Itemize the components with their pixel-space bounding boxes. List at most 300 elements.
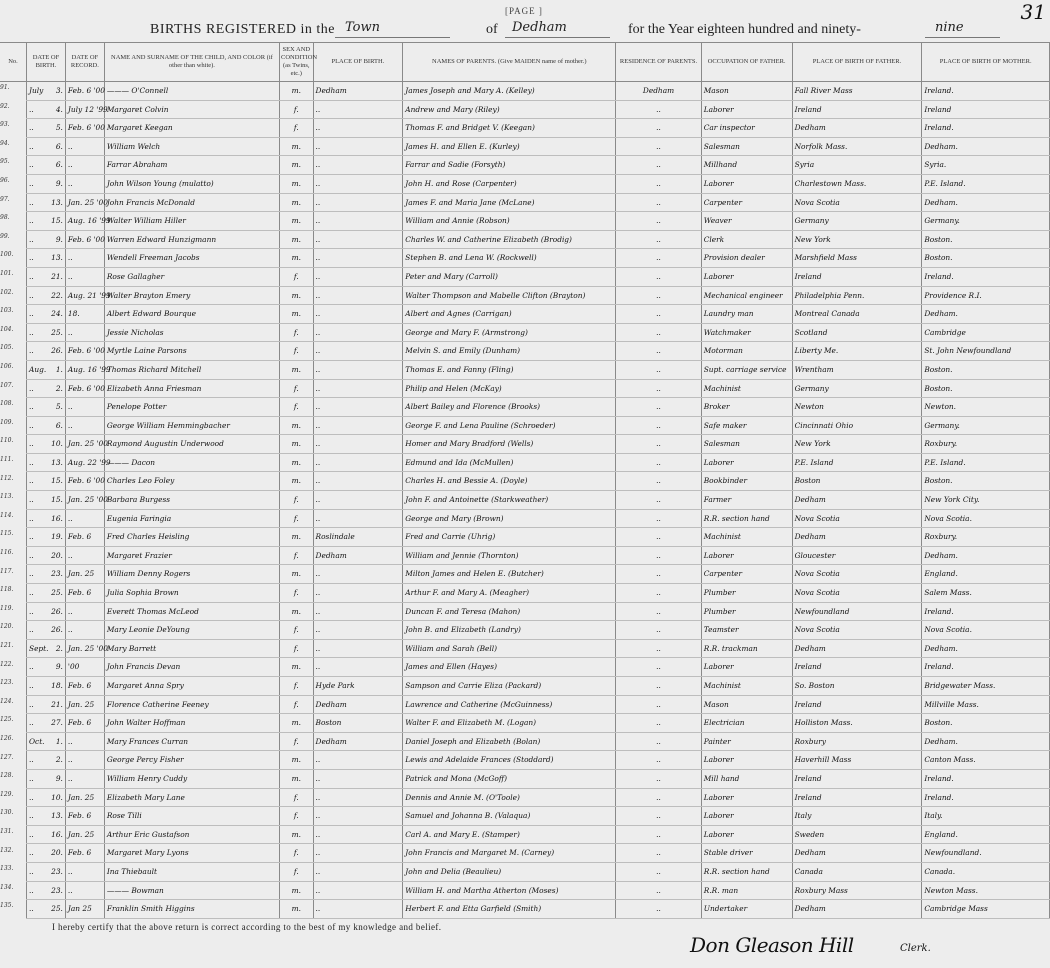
birth-month: ..	[29, 457, 34, 467]
place-of-birth-cell: ..	[313, 621, 403, 640]
birth-month: ..	[29, 811, 34, 821]
occupation-cell: Safe maker	[701, 416, 792, 435]
date-of-birth-cell	[27, 212, 66, 231]
town-word: Town	[345, 20, 380, 35]
row-number: 127.	[0, 753, 14, 761]
parents-cell: William and Sarah (Bell)	[403, 639, 616, 658]
child-name-cell: Margaret Colvin	[104, 100, 279, 119]
parents-cell: George F. and Lena Pauline (Schroeder)	[403, 416, 616, 435]
date-of-birth-cell	[27, 546, 66, 565]
parents-cell: William and Annie (Robson)	[403, 212, 616, 231]
date-of-birth-cell	[27, 639, 66, 658]
occupation-cell: Salesman	[701, 137, 792, 156]
date-of-record-cell: Feb. 6 '00	[65, 472, 104, 491]
birth-month: ..	[29, 141, 34, 151]
page-header	[0, 0, 1050, 44]
date-of-birth-cell	[27, 621, 66, 640]
occupation-cell: Plumber	[701, 602, 792, 621]
parents-cell: Farrar and Sadie (Forsyth)	[403, 156, 616, 175]
table-row	[27, 267, 1050, 286]
father-birthplace-cell: P.E. Island	[792, 453, 922, 472]
residence-cell: ..	[616, 751, 701, 770]
sex-cell: m.	[280, 193, 314, 212]
residence-cell: ..	[616, 193, 701, 212]
birth-month: ..	[29, 885, 34, 895]
sex-cell: f.	[280, 732, 314, 751]
mother-birthplace-cell: Ireland.	[922, 788, 1050, 807]
birth-month: ..	[29, 271, 34, 281]
parents-cell: Walter Thompson and Mabelle Clifton (Brayton)	[403, 286, 616, 305]
parents-cell: Dennis and Annie M. (O'Toole)	[403, 788, 616, 807]
place-of-birth-cell: ..	[313, 658, 403, 677]
row-number: 101.	[0, 270, 14, 277]
parents-cell: Andrew and Mary (Riley)	[403, 100, 616, 119]
sex-cell: m.	[280, 528, 314, 547]
birth-day: 4.	[55, 104, 63, 114]
birth-day: 6.	[55, 160, 63, 170]
table-row	[27, 807, 1050, 826]
mother-birthplace-cell: Cambridge Mass	[922, 900, 1050, 919]
birth-month: ..	[29, 123, 34, 133]
father-birthplace-cell: Sweden	[792, 825, 922, 844]
birth-month: ..	[29, 495, 34, 505]
sex-cell: m.	[280, 416, 314, 435]
col-parents: NAMES OF PARENTS. (Give MAIDEN name of mother.)	[403, 43, 616, 82]
mother-birthplace-cell: Syria.	[922, 156, 1050, 175]
birth-month: Oct.	[29, 736, 45, 746]
birth-month: ..	[29, 606, 34, 616]
sex-cell: f.	[280, 844, 314, 863]
residence-cell: ..	[616, 435, 701, 454]
mother-birthplace-cell: Newton Mass.	[922, 881, 1050, 900]
occupation-cell: Mason	[701, 82, 792, 101]
child-name-cell: Eugenia Faringia	[104, 509, 279, 528]
date-of-record-cell: Feb. 6 '00	[65, 379, 104, 398]
parents-cell: John and Delia (Beaulieu)	[403, 862, 616, 881]
birth-month: ..	[29, 792, 34, 802]
residence-cell: ..	[616, 267, 701, 286]
parents-cell: Lewis and Adelaide Frances (Stoddard)	[403, 751, 616, 770]
sex-cell: m.	[280, 751, 314, 770]
clerk-signature: Don Gleason Hill	[690, 933, 854, 957]
place-of-birth-cell: ..	[313, 435, 403, 454]
parents-cell: Patrick and Mona (McGoff)	[403, 769, 616, 788]
child-name-cell: Mary Leonie DeYoung	[104, 621, 279, 640]
table-row	[27, 714, 1050, 733]
col-residence: RESIDENCE OF PARENTS.	[616, 43, 701, 82]
parents-cell: Thomas E. and Fanny (Fling)	[403, 360, 616, 379]
row-number: 133.	[0, 865, 14, 873]
parents-cell: Melvin S. and Emily (Dunham)	[403, 342, 616, 361]
birth-month: ..	[29, 439, 34, 449]
sex-cell: m.	[280, 230, 314, 249]
occupation-cell: Machinist	[701, 677, 792, 696]
residence-cell: ..	[616, 100, 701, 119]
birth-month: ..	[29, 550, 34, 560]
row-number: 112.	[0, 474, 14, 482]
residence-cell: ..	[616, 174, 701, 193]
birth-month: ..	[29, 699, 34, 709]
birth-day: 2.	[55, 643, 63, 653]
place-of-birth-cell: ..	[313, 323, 403, 342]
date-of-birth-cell	[27, 230, 66, 249]
mother-birthplace-cell: Ireland.	[922, 658, 1050, 677]
place-of-birth-cell: ..	[313, 379, 403, 398]
sex-cell: m.	[280, 249, 314, 268]
mother-birthplace-cell: Roxbury.	[922, 528, 1050, 547]
residence-cell: ..	[616, 230, 701, 249]
parents-cell: Fred and Carrie (Uhrig)	[403, 528, 616, 547]
mother-birthplace-cell: Italy.	[922, 807, 1050, 826]
table-row	[27, 584, 1050, 603]
table-row	[27, 546, 1050, 565]
row-number: 98.	[0, 214, 10, 222]
date-of-record-cell: Jan. 25	[65, 695, 104, 714]
sex-cell: f.	[280, 119, 314, 138]
table-row	[27, 862, 1050, 881]
father-birthplace-cell: Ireland	[792, 100, 922, 119]
mother-birthplace-cell: Germany.	[922, 212, 1050, 231]
row-number: 97.	[0, 195, 10, 203]
table-row	[27, 249, 1050, 268]
occupation-cell: R.R. section hand	[701, 509, 792, 528]
parents-cell: Homer and Mary Bradford (Wells)	[403, 435, 616, 454]
occupation-cell: Laborer	[701, 546, 792, 565]
date-of-birth-cell	[27, 751, 66, 770]
clerk-title: Clerk.	[900, 943, 931, 954]
birth-day: 9.	[55, 773, 63, 783]
parents-cell: James H. and Ellen E. (Kurley)	[403, 137, 616, 156]
date-of-birth-cell	[27, 528, 66, 547]
place-of-birth-cell: ..	[313, 751, 403, 770]
father-birthplace-cell: Ireland	[792, 788, 922, 807]
parents-cell: James F. and Maria Jane (McLane)	[403, 193, 616, 212]
mother-birthplace-cell: Dedham.	[922, 305, 1050, 324]
father-birthplace-cell: Germany	[792, 379, 922, 398]
birth-day: 6.	[55, 141, 63, 151]
parents-cell: Peter and Mary (Carroll)	[403, 267, 616, 286]
sex-cell: m.	[280, 305, 314, 324]
birth-day: 5.	[55, 402, 63, 412]
child-name-cell: Raymond Augustin Underwood	[104, 435, 279, 454]
father-birthplace-cell: Gloucester	[792, 546, 922, 565]
date-of-record-cell: Feb. 6 '00	[65, 119, 104, 138]
place-of-birth-cell: ..	[313, 137, 403, 156]
date-of-record-cell: Feb. 6	[65, 714, 104, 733]
birth-day: 2.	[55, 755, 63, 765]
date-of-record-cell: '00	[65, 658, 104, 677]
child-name-cell: Arthur Eric Gustafson	[104, 825, 279, 844]
occupation-cell: R.R. section hand	[701, 862, 792, 881]
col-date-of-record: DATE OF RECORD.	[65, 43, 104, 82]
occupation-cell: Farmer	[701, 491, 792, 510]
table-row	[27, 472, 1050, 491]
father-birthplace-cell: Scotland	[792, 323, 922, 342]
sex-cell: f.	[280, 862, 314, 881]
row-number: 95.	[0, 158, 10, 166]
child-name-cell: Everett Thomas McLeod	[104, 602, 279, 621]
residence-cell: ..	[616, 323, 701, 342]
row-number: 111.	[0, 456, 14, 463]
row-number: 91.	[0, 84, 10, 91]
residence-cell: ..	[616, 509, 701, 528]
occupation-cell: Weaver	[701, 212, 792, 231]
father-birthplace-cell: Ireland	[792, 769, 922, 788]
parents-cell: Herbert F. and Etta Garfield (Smith)	[403, 900, 616, 919]
residence-cell: ..	[616, 379, 701, 398]
town-name: Dedham	[512, 20, 567, 35]
mother-birthplace-cell: Boston.	[922, 472, 1050, 491]
date-of-record-cell: ..	[65, 137, 104, 156]
child-name-cell: Margaret Keegan	[104, 119, 279, 138]
sex-cell: m.	[280, 565, 314, 584]
birth-day: 13.	[51, 253, 63, 263]
place-of-birth-cell: ..	[313, 249, 403, 268]
residence-cell: Dedham	[616, 82, 701, 101]
mother-birthplace-cell: New York City.	[922, 491, 1050, 510]
father-birthplace-cell: So. Boston	[792, 677, 922, 696]
child-name-cell: Julia Sophia Brown	[104, 584, 279, 603]
row-number: 102.	[0, 288, 14, 296]
date-of-birth-cell	[27, 360, 66, 379]
table-row	[27, 751, 1050, 770]
col-place-of-birth: PLACE OF BIRTH.	[313, 43, 403, 82]
row-number: 122.	[0, 660, 14, 668]
child-name-cell: Walter William Hiller	[104, 212, 279, 231]
table-row	[27, 212, 1050, 231]
mother-birthplace-cell: Dedham.	[922, 639, 1050, 658]
parents-cell: Charles W. and Catherine Elizabeth (Brodig)	[403, 230, 616, 249]
birth-month: ..	[29, 569, 34, 579]
sex-cell: f.	[280, 342, 314, 361]
child-name-cell: Elizabeth Anna Friesman	[104, 379, 279, 398]
sex-cell: m.	[280, 714, 314, 733]
sex-cell: f.	[280, 509, 314, 528]
sex-cell: m.	[280, 900, 314, 919]
row-number: 129.	[0, 790, 14, 798]
table-row	[27, 323, 1050, 342]
father-birthplace-cell: Newton	[792, 398, 922, 417]
sex-cell: m.	[280, 881, 314, 900]
child-name-cell: William Henry Cuddy	[104, 769, 279, 788]
place-of-birth-cell: ..	[313, 862, 403, 881]
mother-birthplace-cell: Nova Scotia.	[922, 621, 1050, 640]
place-of-birth-cell: ..	[313, 844, 403, 863]
row-number: 100.	[0, 251, 14, 259]
place-of-birth-cell: ..	[313, 788, 403, 807]
mother-birthplace-cell: Dedham.	[922, 137, 1050, 156]
row-number: 99.	[0, 232, 10, 240]
place-of-birth-cell: Roslindale	[313, 528, 403, 547]
row-number: 96.	[0, 177, 10, 184]
residence-cell: ..	[616, 472, 701, 491]
place-of-birth-cell: ..	[313, 639, 403, 658]
birth-day: 5.	[55, 123, 63, 133]
parents-cell: William and Jennie (Thornton)	[403, 546, 616, 565]
birth-month: ..	[29, 327, 34, 337]
table-row	[27, 305, 1050, 324]
parents-cell: Sampson and Carrie Eliza (Packard)	[403, 677, 616, 696]
residence-cell: ..	[616, 156, 701, 175]
birth-day: 9.	[55, 178, 63, 188]
row-number: 94.	[0, 139, 10, 147]
residence-cell: ..	[616, 453, 701, 472]
parents-cell: Duncan F. and Teresa (Mahon)	[403, 602, 616, 621]
date-of-birth-cell	[27, 267, 66, 286]
mother-birthplace-cell: Ireland.	[922, 267, 1050, 286]
child-name-cell: Mary Barrett	[104, 639, 279, 658]
mother-birthplace-cell: St. John Newfoundland	[922, 342, 1050, 361]
birth-day: 24.	[51, 309, 63, 319]
birth-day: 10.	[51, 792, 63, 802]
date-of-record-cell: ..	[65, 267, 104, 286]
birth-month: ..	[29, 755, 34, 765]
title-births-registered: BIRTHS REGISTERED in the	[150, 22, 335, 37]
child-name-cell: Jessie Nicholas	[104, 323, 279, 342]
date-of-birth-cell	[27, 584, 66, 603]
col-father-birthplace: PLACE OF BIRTH OF FATHER.	[792, 43, 922, 82]
table-row	[27, 881, 1050, 900]
father-birthplace-cell: Dedham	[792, 528, 922, 547]
sex-cell: f.	[280, 323, 314, 342]
date-of-record-cell: Jan. 25	[65, 565, 104, 584]
birth-month: Sept.	[29, 643, 49, 653]
father-birthplace-cell: Marshfield Mass	[792, 249, 922, 268]
parents-cell: James and Ellen (Hayes)	[403, 658, 616, 677]
birth-day: 9.	[55, 662, 63, 672]
place-of-birth-cell: ..	[313, 416, 403, 435]
birth-month: ..	[29, 532, 34, 542]
date-of-birth-cell	[27, 565, 66, 584]
occupation-cell: Salesman	[701, 435, 792, 454]
child-name-cell: Thomas Richard Mitchell	[104, 360, 279, 379]
father-birthplace-cell: Boston	[792, 472, 922, 491]
sex-cell: f.	[280, 677, 314, 696]
table-row	[27, 416, 1050, 435]
date-of-record-cell: ..	[65, 546, 104, 565]
table-row	[27, 732, 1050, 751]
row-number: 134.	[0, 883, 14, 891]
occupation-cell: Bookbinder	[701, 472, 792, 491]
father-birthplace-cell: Ireland	[792, 658, 922, 677]
mother-birthplace-cell: Boston.	[922, 360, 1050, 379]
child-name-cell: Myrtle Laine Parsons	[104, 342, 279, 361]
father-birthplace-cell: Liberty Me.	[792, 342, 922, 361]
parents-cell: James Joseph and Mary A. (Kelley)	[403, 82, 616, 101]
residence-cell: ..	[616, 900, 701, 919]
place-of-birth-cell: ..	[313, 398, 403, 417]
date-of-birth-cell	[27, 100, 66, 119]
row-number: 119.	[0, 604, 14, 612]
birth-month: ..	[29, 773, 34, 783]
place-of-birth-cell: ..	[313, 342, 403, 361]
residence-cell: ..	[616, 398, 701, 417]
sex-cell: m.	[280, 769, 314, 788]
table-row	[27, 639, 1050, 658]
child-name-cell: Farrar Abraham	[104, 156, 279, 175]
mother-birthplace-cell: Ireland.	[922, 769, 1050, 788]
birth-day: 3.	[55, 86, 63, 95]
child-name-cell: Albert Edward Bourque	[104, 305, 279, 324]
birth-month: ..	[29, 160, 34, 170]
occupation-cell: Plumber	[701, 584, 792, 603]
place-of-birth-cell: Dedham	[313, 82, 403, 101]
date-of-record-cell: 18.	[65, 305, 104, 324]
date-of-birth-cell	[27, 398, 66, 417]
place-of-birth-cell: ..	[313, 193, 403, 212]
child-name-cell: William Welch	[104, 137, 279, 156]
birth-day: 15.	[51, 495, 63, 505]
parents-cell: Edmund and Ida (McMullen)	[403, 453, 616, 472]
row-number: 135.	[0, 902, 14, 910]
father-birthplace-cell: Dedham	[792, 491, 922, 510]
residence-cell: ..	[616, 769, 701, 788]
occupation-cell: Provision dealer	[701, 249, 792, 268]
occupation-cell: Laborer	[701, 174, 792, 193]
place-of-birth-cell: ..	[313, 472, 403, 491]
parents-cell: John Francis and Margaret M. (Carney)	[403, 844, 616, 863]
parents-cell: Milton James and Helen E. (Butcher)	[403, 565, 616, 584]
residence-cell: ..	[616, 137, 701, 156]
birth-day: 9.	[55, 234, 63, 244]
father-birthplace-cell: Nova Scotia	[792, 565, 922, 584]
father-birthplace-cell: Norfolk Mass.	[792, 137, 922, 156]
mother-birthplace-cell: Cambridge	[922, 323, 1050, 342]
table-row	[27, 658, 1050, 677]
birth-day: 6.	[55, 420, 63, 430]
sex-cell: m.	[280, 658, 314, 677]
mother-birthplace-cell: England.	[922, 825, 1050, 844]
sex-cell: m.	[280, 472, 314, 491]
col-child-name: NAME AND SURNAME OF THE CHILD, AND COLOR (if other than white).	[104, 43, 279, 82]
date-of-birth-cell	[27, 807, 66, 826]
occupation-cell: Teamster	[701, 621, 792, 640]
row-number: 124.	[0, 697, 14, 705]
place-of-birth-cell: Dedham	[313, 732, 403, 751]
date-of-birth-cell	[27, 119, 66, 138]
place-of-birth-cell: ..	[313, 565, 403, 584]
residence-cell: ..	[616, 342, 701, 361]
mother-birthplace-cell: Boston.	[922, 230, 1050, 249]
place-of-birth-cell: ..	[313, 267, 403, 286]
place-of-birth-cell: ..	[313, 174, 403, 193]
residence-cell: ..	[616, 546, 701, 565]
mother-birthplace-cell: Boston.	[922, 379, 1050, 398]
birth-month: ..	[29, 513, 34, 523]
sex-cell: f.	[280, 621, 314, 640]
parents-cell: Albert Bailey and Florence (Brooks)	[403, 398, 616, 417]
date-of-birth-cell	[27, 788, 66, 807]
child-name-cell: William Denny Rogers	[104, 565, 279, 584]
mother-birthplace-cell: Newton.	[922, 398, 1050, 417]
child-name-cell: Barbara Burgess	[104, 491, 279, 510]
date-of-record-cell: ..	[65, 174, 104, 193]
birth-day: 18.	[51, 681, 63, 690]
row-number: 126.	[0, 735, 14, 742]
date-of-birth-cell	[27, 174, 66, 193]
mother-birthplace-cell: Boston.	[922, 249, 1050, 268]
date-of-birth-cell	[27, 416, 66, 435]
occupation-cell: Machinist	[701, 379, 792, 398]
sex-cell: f.	[280, 807, 314, 826]
child-name-cell: Charles Leo Foley	[104, 472, 279, 491]
occupation-cell: Stable driver	[701, 844, 792, 863]
date-of-birth-cell	[27, 862, 66, 881]
certification-statement: I hereby certify that the above return is correct according to the best of my knowledge and belief.	[52, 922, 442, 932]
sex-cell: m.	[280, 602, 314, 621]
residence-cell: ..	[616, 807, 701, 826]
residence-cell: ..	[616, 602, 701, 621]
